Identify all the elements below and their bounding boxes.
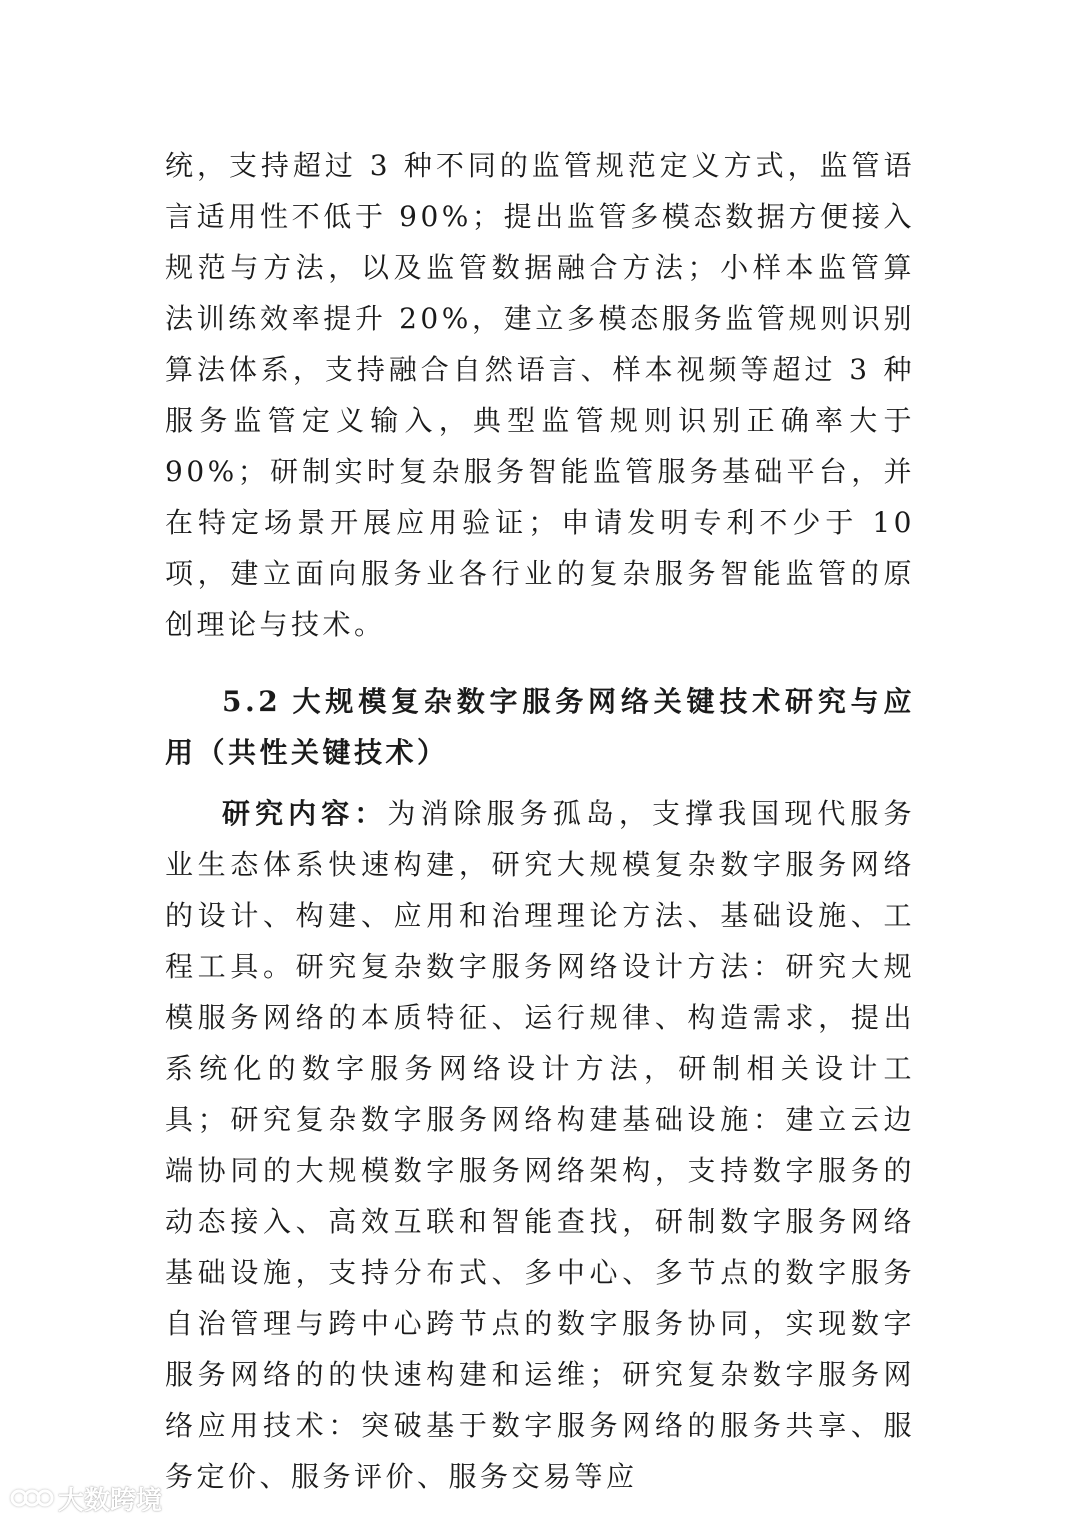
watermark: [10, 1478, 162, 1518]
section-number: 5.2: [222, 685, 282, 718]
paragraph-2: [165, 788, 915, 1502]
section-heading: [165, 676, 915, 778]
section-title: 大规模复杂数字服务网络关键技术研究与应用（共性关键技术）: [165, 685, 915, 769]
paragraph-2-body: 为消除服务孤岛，支撑我国现代服务业生态体系快速构建，研究大规模复杂数字服务网络的设计、构建、应用和治理理论方法、基础设施、工程工具。研究复杂数字服务网络设计方法：研究大规模服务网络的本质特征、运行规律、构造需求，提出系统化的数字服务网络设计方法，研制相关设计工具；研究复杂数字服务网络构建基础设施：建立云边端协同的大规模数字服务网络架构，支持数字服务的动态接入、高效互联和智能查找，研制数字服务网络基础设施，支持分布式、多中心、多节点的数字服务自治管理与跨中心跨节点的数字服务协同，实现数字服务网络的的快速构建和运维；研究复杂数字服务网络应用技术：突破基于数字服务网络的服务共享、服务定价、服务评价、服务交易等应: [165, 797, 915, 1493]
paragraph-2-lead: 研究内容：: [222, 797, 388, 830]
paragraph-1: 统，支持超过 3 种不同的监管规范定义方式，监管语言适用性不低于 90%；提出监管多模态数据方便接入规范与方法，以及监管数据融合方法；小样本监管算法训练效率提升 20%，建立多模态服务监管规则识别算法体系，支持融合自然语言、样本视频等超过 3 种服务监管定义输入，典型监管规则识别正确率大于 90%；研制实时复杂服务智能监管服务基础平台，并在特定场景开展应用验证；申请发明专利不少于 10 项，建立面向服务业各行业的复杂服务智能监管的原创理论与技术。: [165, 149, 915, 641]
watermark-text: 大数跨境: [58, 1485, 163, 1516]
watermark-logo-icon: [10, 1485, 54, 1511]
